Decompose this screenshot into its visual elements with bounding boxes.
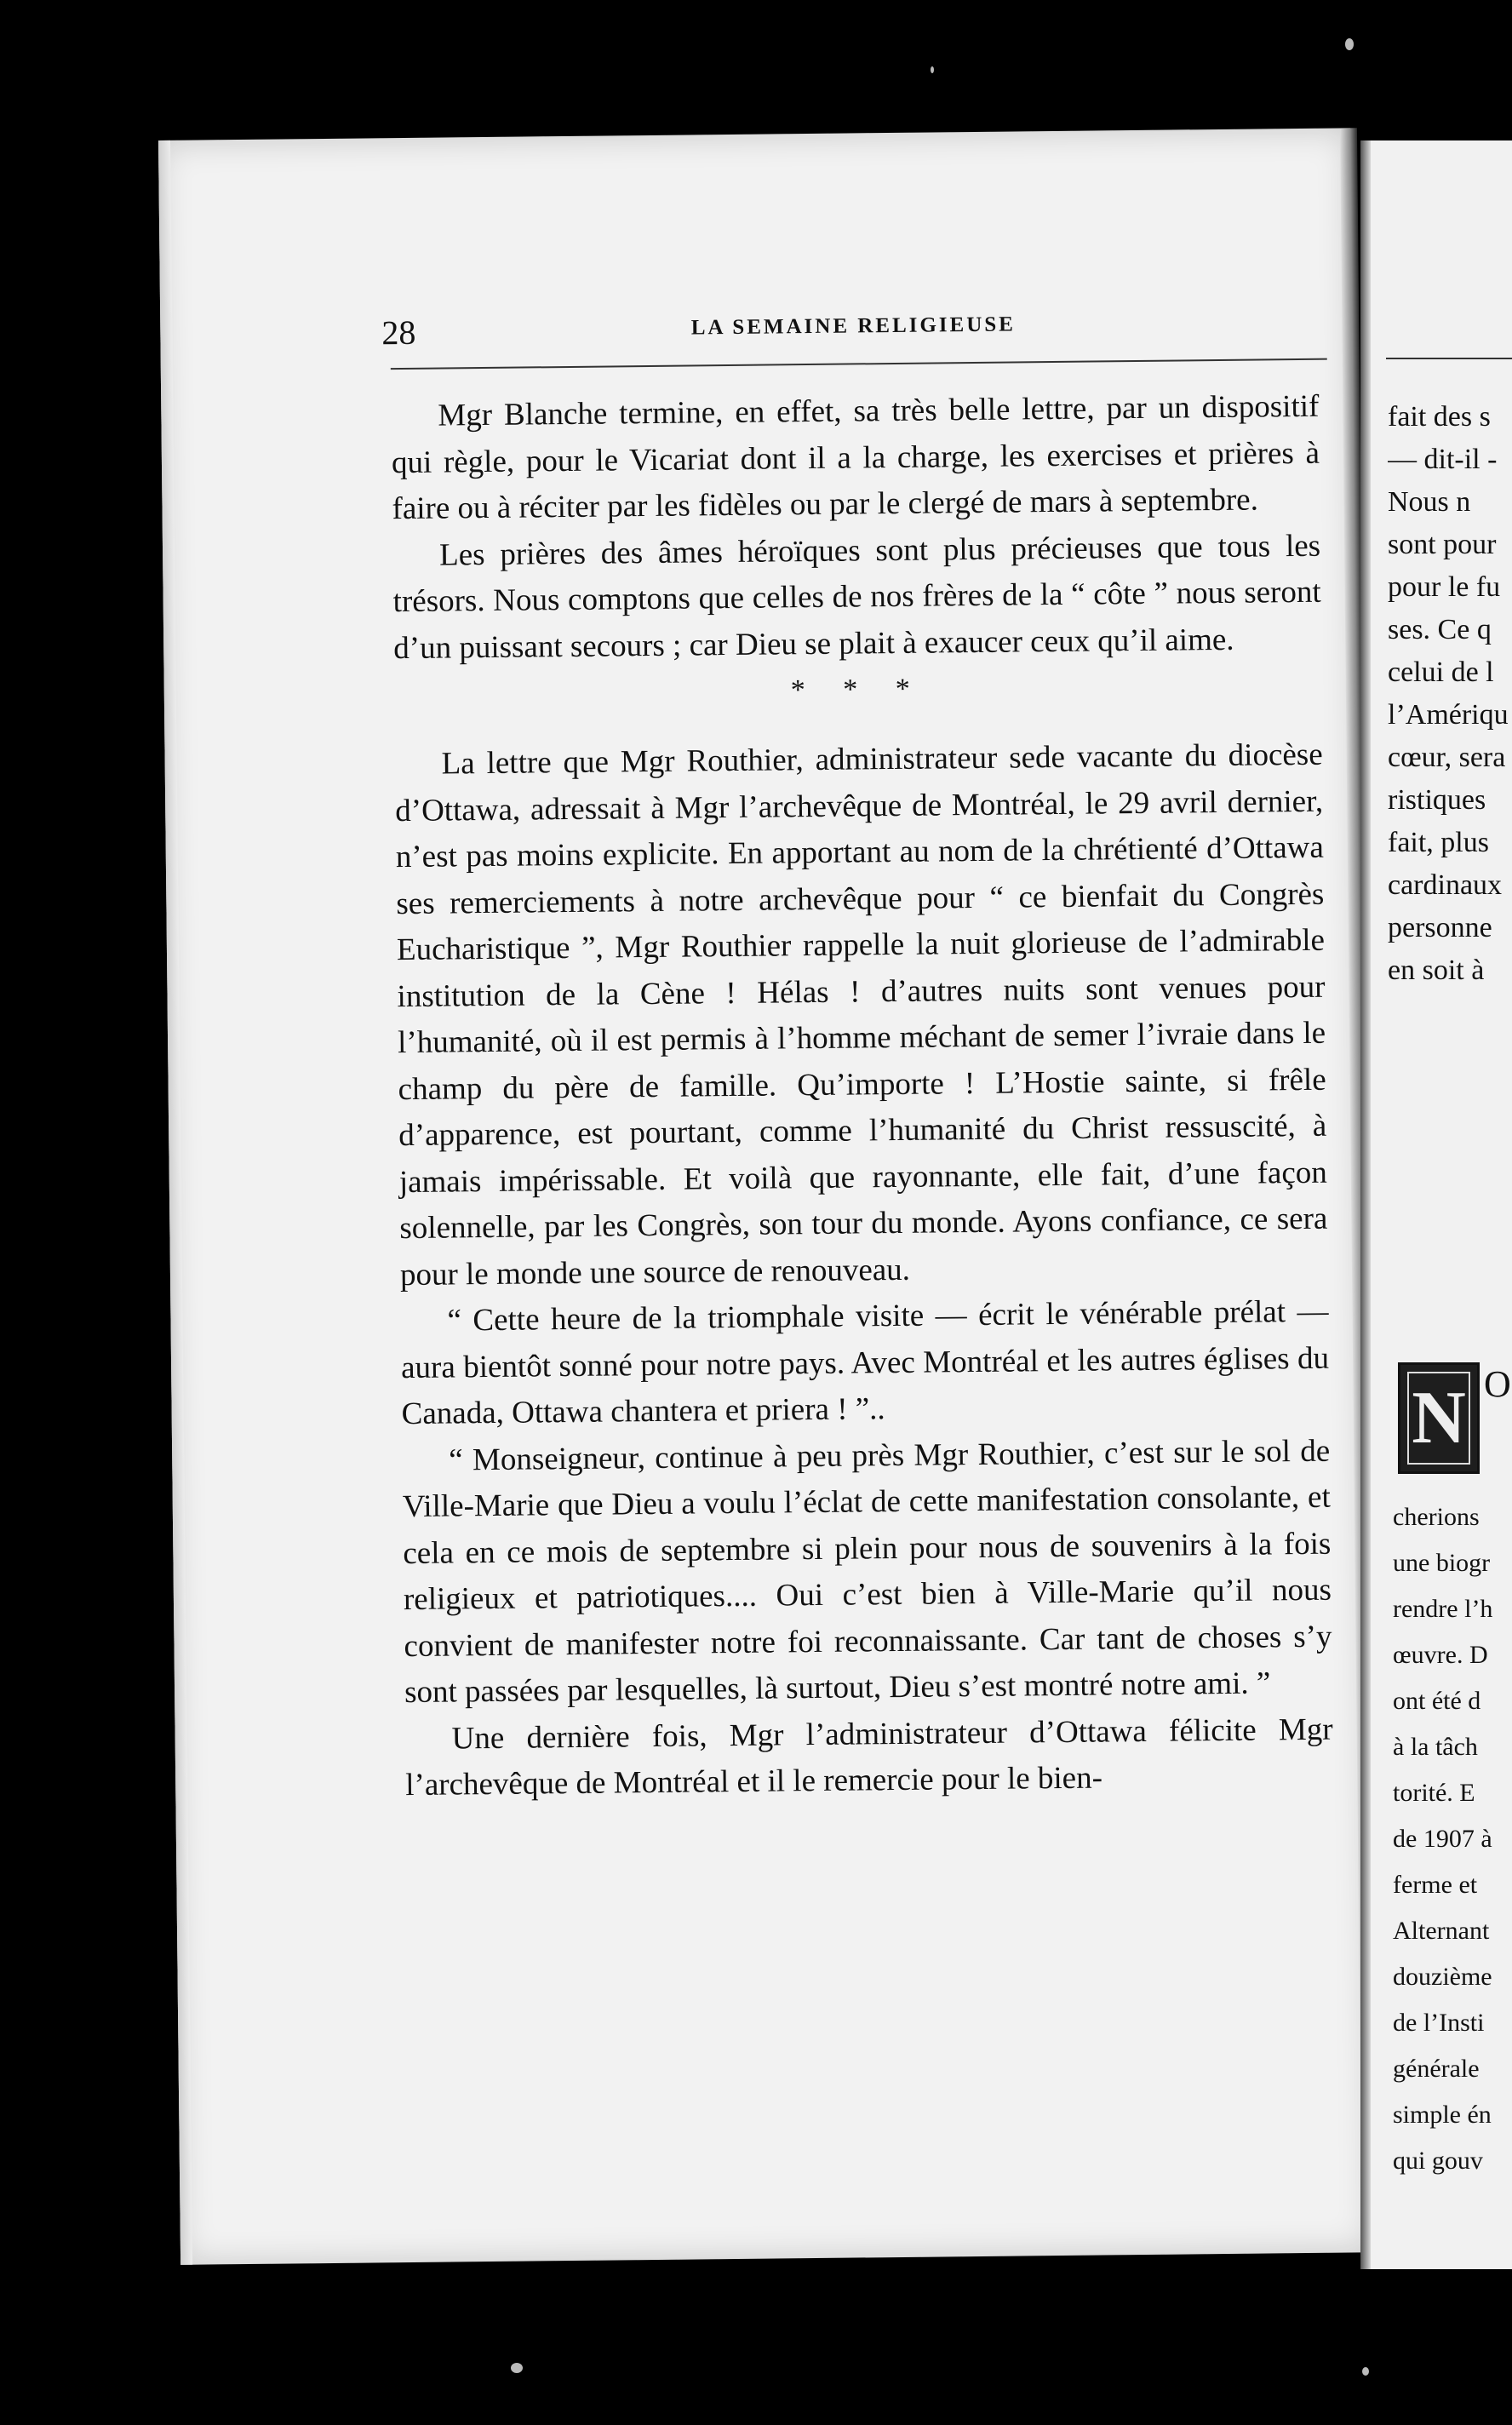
text-line: cherions [1393, 1503, 1480, 1531]
drop-cap: N [1398, 1362, 1480, 1474]
text-line: de 1907 à [1393, 1825, 1492, 1853]
text-line: cœur, sera [1388, 742, 1506, 773]
right-page-text-top [1388, 396, 1512, 992]
right-page-text-bottom [1393, 1494, 1492, 2184]
body-text [391, 384, 1333, 1809]
text-line: torité. E [1393, 1779, 1475, 1807]
text-line: fait des s [1388, 401, 1491, 433]
text-line: pour le fu [1388, 571, 1501, 603]
text-line: qui gouv [1393, 2147, 1483, 2175]
text-line: générale [1393, 2055, 1480, 2083]
text-line: douzième [1393, 1963, 1492, 1991]
running-title: LA SEMAINE RELIGIEUSE [690, 312, 1017, 340]
text-line: ristiques [1388, 784, 1486, 816]
text-line: en soit à [1388, 955, 1485, 986]
paragraph: Mgr Blanche termine, en effet, sa très belle lettre, par un dispositif qui règle, pour le Vicariat dont il a la charge, les exercises et prières à faire ou à réciter par les fidèles ou par le clergé de mars à septembre. [391, 388, 1320, 527]
text-line: Nous n [1388, 486, 1471, 518]
text-line: l’Amériqu [1388, 699, 1509, 731]
text-line: celui de l [1388, 656, 1494, 688]
paragraph: “ Cette heure de la triomphale visite — écrit le vénérable prélat — aura bientôt sonné pour notre pays. Avec Montréal et les autres églises du Canada, Ottawa chantera et priera ! ”.. [400, 1293, 1330, 1432]
text-line: de l’Insti [1393, 2009, 1485, 2037]
right-page [1360, 140, 1512, 2269]
text-line: fait, plus [1388, 827, 1489, 858]
page-edge-left [158, 140, 192, 2265]
paragraph: “ Monseigneur, continue à peu près Mgr Routhier, c’est sur le sol de Ville-Marie que Dieu a voulu l’éclat de cette manifestation consolante, et cela en ce mois de septembre si plein pour nous de souvenirs à la fois religieux et patriotiques.... Oui c’est bien à Ville-Marie qu’il nous convient de manifester notre foi reconnaissante. Car tant de choses s’y sont passées par lesquelles, là surtout, Dieu s’est montré notre ami. ” [402, 1433, 1332, 1711]
drop-cap-continuation: O [1484, 1363, 1511, 1405]
text-line: à la tâch [1393, 1733, 1478, 1761]
dust-speck [931, 66, 934, 73]
text-line: rendre l’h [1393, 1595, 1493, 1623]
header-rule [391, 358, 1327, 370]
page-header [381, 303, 1316, 353]
text-line: cardinaux [1388, 869, 1503, 901]
text-line: Alternant [1393, 1917, 1490, 1945]
text-line: œuvre. D [1393, 1641, 1488, 1669]
dust-speck [1362, 2367, 1369, 2376]
section-separator: * * * [790, 673, 925, 707]
text-line: une biogr [1393, 1549, 1491, 1577]
text-line: — dit-il - [1388, 444, 1498, 475]
paragraph: Une dernière fois, Mgr l’administrateur d’Ottawa félicite Mgr l’archevêque de Montréal et il le remercie pour le bien- [405, 1711, 1333, 1803]
header-rule-right [1386, 358, 1512, 359]
text-line: ont été d [1393, 1687, 1481, 1715]
paragraph: Les prières des âmes héroïques sont plus précieuses que tous les trésors. Nous comptons que celles de nos frères de la “ côte ” nous seront d’un puissant secours ; car Dieu se plait à exaucer ceux qu’il aime. [392, 528, 1321, 666]
page-gutter-right [1360, 140, 1371, 2269]
dust-speck [1345, 38, 1354, 50]
page-number: 28 [381, 312, 416, 353]
left-page [158, 128, 1372, 2265]
text-line: ferme et [1393, 1871, 1478, 1899]
text-line: sont pour [1388, 529, 1497, 560]
dust-speck [511, 2363, 523, 2373]
text-line: ses. Ce q [1388, 614, 1492, 645]
text-line: personne [1388, 912, 1492, 943]
paragraph: La lettre que Mgr Routhier, administrateur sede vacante du diocèse d’Ottawa, adressait à Mgr l’archevêque de Montréal, le 29 avril dernier, n’est pas moins explicite. En apportant au nom de la chrétienté d’Ottawa ses remerciements à notre archevêque pour “ ce bienfait du Congrès Eucharistique ”, Mgr Routhier rappelle la nuit glorieuse de l’admirable institution de la Cène ! Hélas ! d’autres nuits sont venues pour l’humanité, où il est permis à l’homme méchant de semer l’ivraie dans le champ du père de famille. Qu’importe ! L’Hostie sainte, si frêle d’apparence, est pourtant, comme l’humanité du Christ ressuscité, à jamais impérissable. Et voilà que rayonnante, elle fait, d’une façon solennelle, par les Congrès, son tour du monde. Ayons confiance, ce sera pour le monde une source de renouveau. [395, 737, 1328, 1293]
text-line: simple én [1393, 2101, 1492, 2129]
